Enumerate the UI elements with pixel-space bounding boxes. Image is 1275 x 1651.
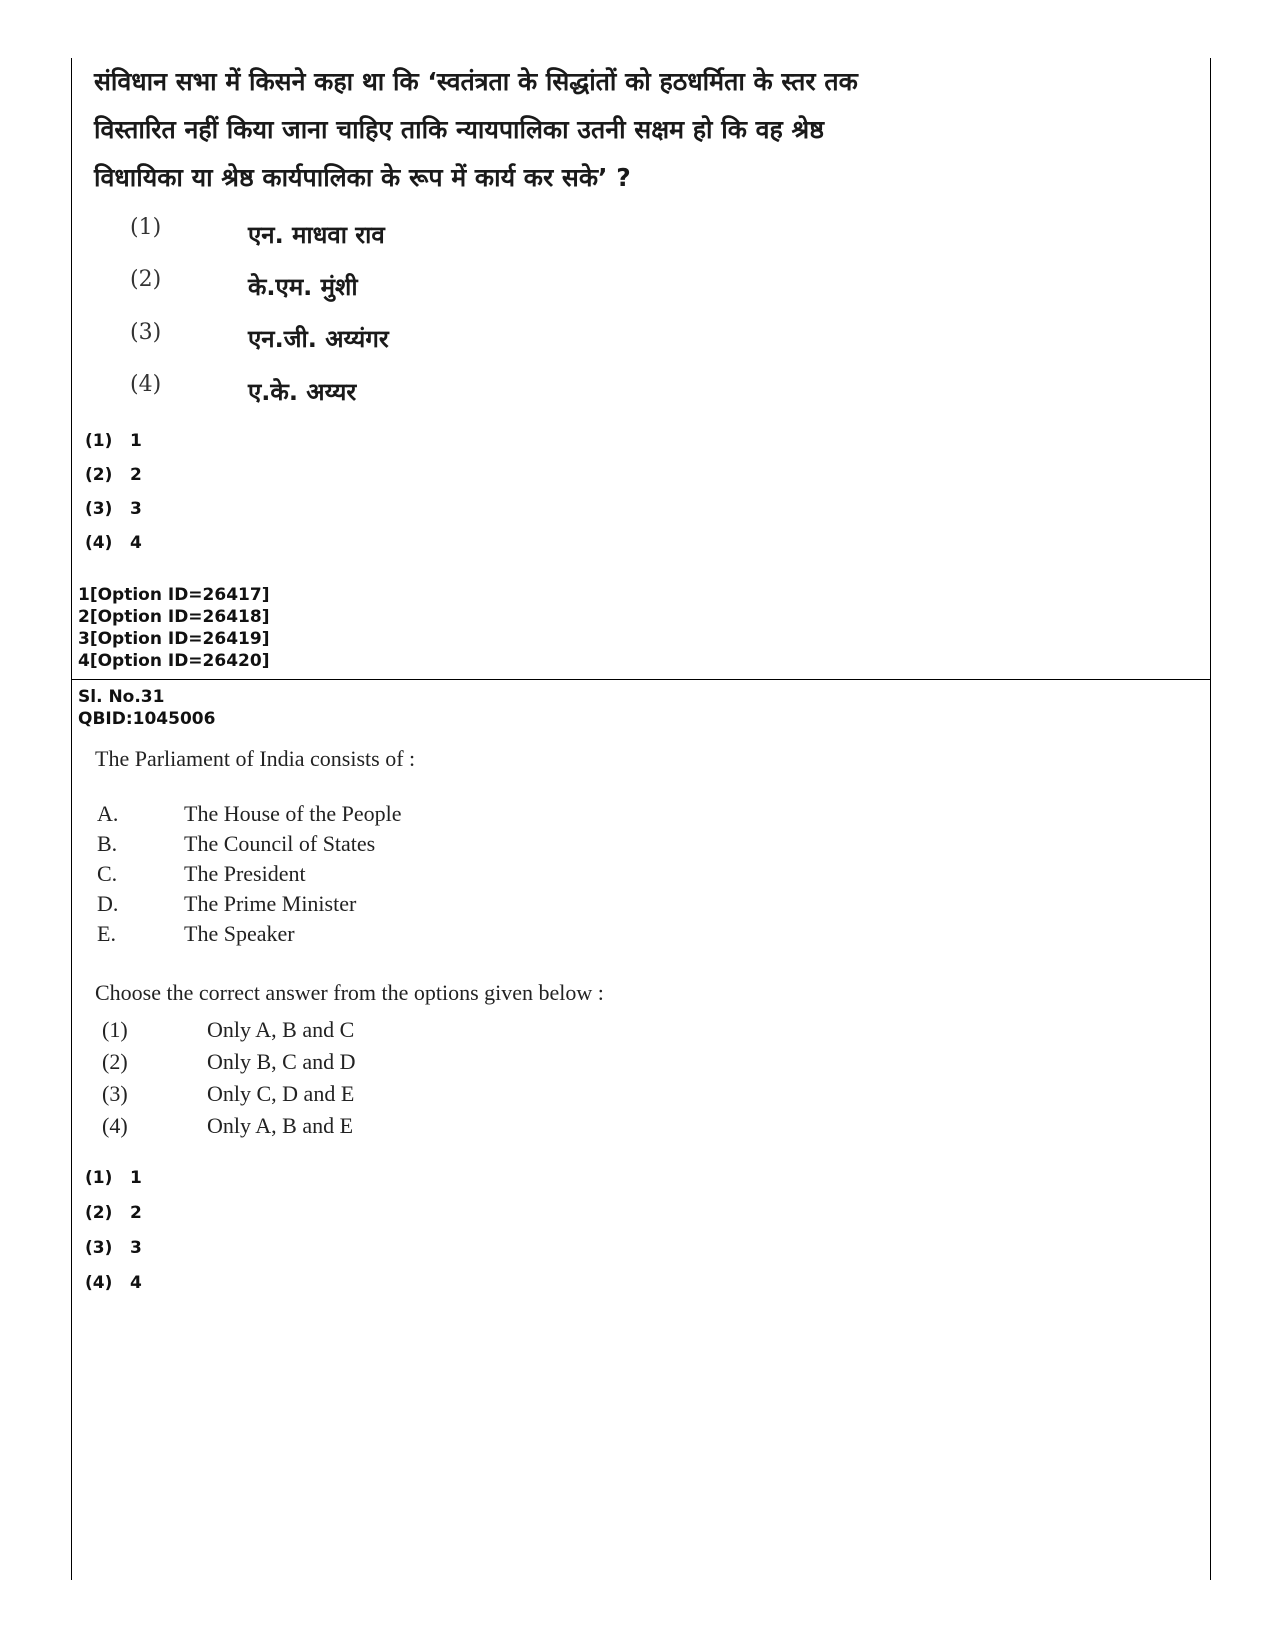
question-divider [71,679,1211,680]
option-text: Only A, B and E [207,1113,354,1138]
answer-choice[interactable] [85,1238,142,1258]
item-letter: E. [97,921,116,946]
answer-choice-number: (2) [85,465,113,485]
option-number: (3) [102,1081,128,1106]
answer-choice-value: 4 [130,533,142,553]
answer-choice[interactable] [85,1203,142,1223]
instruction: Choose the correct answer from the options given below : [95,980,604,1005]
option-number: (1) [130,215,162,240]
answer-choice-number: (3) [85,1238,113,1258]
item-letter: C. [97,861,118,886]
option-text: Only C, D and E [207,1081,355,1106]
answer-choice-number: (1) [85,1168,113,1188]
answer-choice-number: (4) [85,533,113,553]
option-id: 2[Option ID=26418] [78,607,270,627]
option-text: एन.जी. अय्यंगर [248,325,389,353]
answer-choice[interactable] [85,499,142,519]
option-number: (4) [102,1113,128,1138]
option-id: 4[Option ID=26420] [78,651,270,671]
answer-choice-value: 3 [130,1238,142,1258]
answer-choice[interactable] [85,533,142,553]
option-text: के.एम. मुंशी [248,273,358,301]
option-text: ए.के. अय्यर [248,378,357,406]
option-text: एन. माधवा राव [248,221,385,249]
option-number: (2) [130,267,162,292]
answer-choice-value: 2 [130,1203,142,1223]
answer-choice[interactable] [85,465,142,485]
option-number: (3) [130,320,162,345]
item-letter: B. [97,831,118,856]
answer-choice[interactable] [85,1273,142,1293]
question-stem: The Parliament of India consists of : [95,746,416,771]
answer-choice-value: 4 [130,1273,142,1293]
answer-choice-value: 1 [130,431,142,451]
option-number: (2) [102,1049,128,1074]
item-text: The House of the People [184,801,402,826]
item-letter: A. [97,801,119,826]
answer-choice-value: 1 [130,1168,142,1188]
answer-choice-value: 3 [130,499,142,519]
question-stem-line-2: विस्तारित नहीं किया जाना चाहिए ताकि न्यायपालिका उतनी सक्षम हो कि वह श्रेष्ठ [94,115,824,144]
qbid: QBID:1045006 [78,709,216,729]
answer-choice[interactable] [85,1168,142,1188]
option-number: (4) [130,372,162,397]
option-id: 3[Option ID=26419] [78,629,270,649]
item-text: The President [184,861,306,886]
answer-choice-number: (1) [85,431,113,451]
option-number: (1) [102,1017,128,1042]
answer-choice-value: 2 [130,465,142,485]
answer-choice-number: (3) [85,499,113,519]
page-border-right [1210,58,1211,1580]
item-text: The Prime Minister [184,891,357,916]
option-text: Only B, C and D [207,1049,356,1074]
page-border-left [71,58,72,1580]
answer-choice-number: (4) [85,1273,113,1293]
question-stem-line-3: विधायिका या श्रेष्ठ कार्यपालिका के रूप में कार्य कर सके’ ? [94,163,631,192]
option-text: Only A, B and C [207,1017,355,1042]
item-letter: D. [97,891,119,916]
item-text: The Council of States [184,831,376,856]
option-id: 1[Option ID=26417] [78,585,270,605]
item-text: The Speaker [184,921,295,946]
serial-number: Sl. No.31 [78,687,165,707]
answer-choice[interactable] [85,431,142,451]
answer-choice-number: (2) [85,1203,113,1223]
question-stem-line-1: संविधान सभा में किसने कहा था कि ‘स्वतंत्रता के सिद्धांतों को हठधर्मिता के स्तर तक [94,67,858,96]
